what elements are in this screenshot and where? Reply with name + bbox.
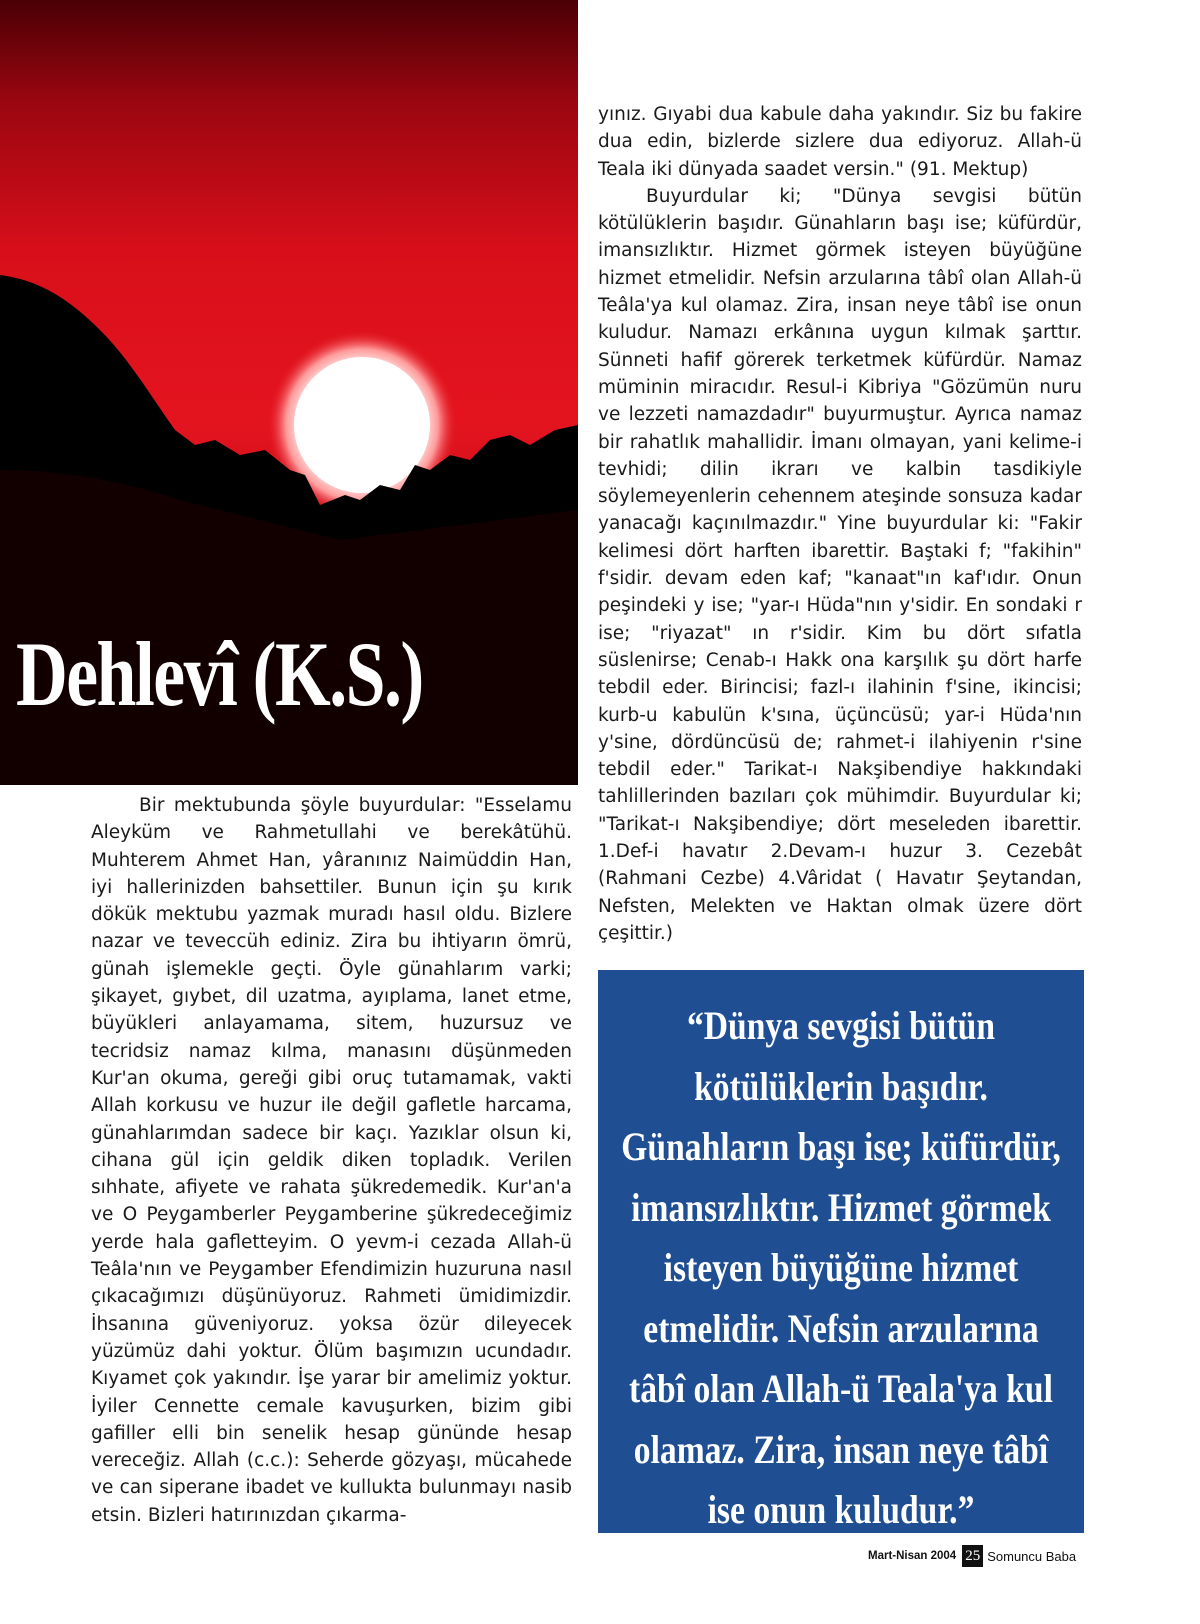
left-text-column (91, 792, 572, 1529)
paragraph: Buyurdular ki; "Dünya sevgisi bütün kötülüklerin başıdır. Günahların başı ise; küfürdür, imansızlıktır. Hizmet görmek isteyen büyüğüne hizmet etmelidir. Nefsin arzularına tâbî olan Allah-ü Teâla'ya kul olamaz. Zira, insan neye tâbî ise onun kuludur. Namazı erkânına uygun kılmak şarttır. Sünneti hafif görerek terketmek küfürdür. Namaz müminin miracıdır. Resul-i Kibriya "Gözümün nuru ve lezzeti namazdadır" buyurmuştur. Ayrıca namaz bir rahatlık mahallidir. İmanı olmayan, yani kelime-i tevhidi; dilin ikrarı ve kalbin tasdikiyle söylemeyenlerin cehennem ateşinde sonsuza kadar yanacağı kaçınılmazdır." Yine buyurdular ki: "Fakir kelimesi dört harften ibarettir. Baştaki f; "fakihin" f'sidir. devam eden kaf; "kanaat"ın kaf'ıdır. Onun peşindeki y ise; "yar-ı Hüda"nın y'sidir. En sondaki r ise; "riyazat" ın r'sidir. Kim bu dört sıfatla süslenirse; Cenab-ı Hakk ona karşılık şu dört harfe tebdil eder. Birincisi; fazl-ı ilahinin f'sine, ikincisi; kurb-u kabulün k'sına, üçüncüsü; yar-i Hüda'nın y'sine, dördüncüsü de; rahmet-i ilahiyenin r'sine tebdil eder." Tarikat-ı Nakşibendiye hakkındaki tahlillerinden bazıları çok mühimdir. Buyurdular ki; "Tarikat-ı Nakşibendiye; dört meseleden ibarettir. 1.Def-i havatır 2.Devam-ı huzur 3. Cezebât (Rahmani Cezbe) 4.Vâridat ( Havatır Şeytandan, Nefsten, Melekten ve Haktan olmak üzere dört çeşittir.) (598, 185, 1082, 944)
article-title: Dehlevî (K.S.) (16, 623, 423, 725)
sun (294, 357, 430, 493)
right-text-column (598, 101, 1082, 947)
page-footer (868, 1544, 1076, 1568)
pull-quote-text: “Dünya sevgisi bütün kötülüklerin başıdır. Günahların başı ise; küfürdür, imansızlıktır. Hizmet görmek isteyen büyüğüne hizmet etmelidir. Nefsin arzularına tâbî olan Allah-ü Teala'ya kul olamaz. Zira, insan neye tâbî ise onun kuludur.” (621, 1003, 1061, 1532)
paragraph: yınız. Gıyabi dua kabule daha yakındır. Siz bu fakire dua edin, bizlerde sizlere dua ediyoruz. Allah-ü Teala iki dünyada saadet versin." (91. Mektup) (598, 104, 1082, 180)
pull-quote-box (598, 970, 1084, 1533)
paragraph: Bir mektubunda şöyle buyurdular: "Esselamu Aleyküm ve Rahmetullahi ve berekâtühü. Muhterem Ahmet Han, yâranınız Naimüddin Han, iyi hallerinizden bahsettiler. Bunun için şu kırık dökük mektubu yazmak muradı hasıl oldu. Bizlere nazar ve teveccüh ediniz. Zira bu ihtiyarın ömrü, günah işlemekle geçti. Öyle günahlarım varki; şikayet, gıybet, dil uzatma, ayıplama, lanet etme, büyükleri anlayamama, sitem, huzursuz ve tecridsiz namaz kılma, manasını düşünmeden Kur'an okuma, gereği gibi oruç tutamamak, vakti Allah korkusu ve huzur ile değil gafletle harcama, günahlarımdan sadece bir kaçı. Yazıklar olsun ki, cihana gül için geldik diken topladık. Verilen sıhhate, afiyete ve rahata şükredemedik. Kur'an'a ve O Peygamberler Peygamberine şükredeceğimiz yerde hala gafletteyim. O yevm-i cezada Allah-ü Teâla'nın ve Peygamber Efendimizin huzuruna nasıl çıkacağımızı düşünüyoruz. Rahmeti ümidimizdir. İhsanına güveniyoruz. yoksa özür dileyecek yüzümüz dahi yoktur. Ölüm başımızın ucundadır. Kıyamet çok yakındır. İşe yarar bir amelimiz yoktur. İyiler Cennette cemale kavuşurken, bizim gibi gafiller elli bin senelik hesap gününde hesap vereceğiz. Allah (c.c.): Seherde gözyaşı, mücahede ve can siperane ibadet ve kullukta bulunmayı nasib etsin. Bizleri hatırınızdan çıkarma- (91, 795, 572, 1526)
magazine-name: Somuncu Baba (987, 1548, 1077, 1564)
page-number: 25 (962, 1545, 983, 1567)
issue-date: Mart-Nisan 2004 (868, 1550, 957, 1562)
hero-image (0, 0, 578, 785)
